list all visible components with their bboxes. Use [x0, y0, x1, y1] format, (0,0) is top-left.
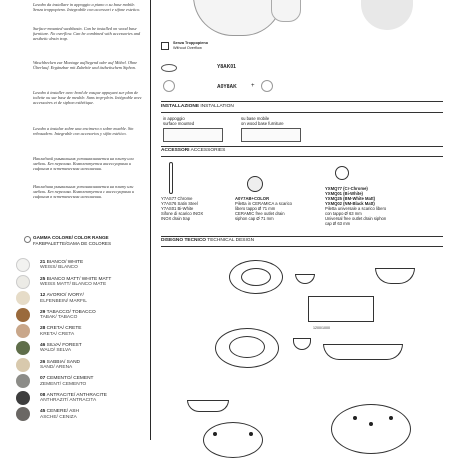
washbasin-photo-3	[361, 0, 413, 30]
overflow-label	[173, 41, 208, 50]
drawing-top-view-1-inner	[241, 268, 271, 286]
accessories-heading	[161, 148, 225, 154]
fixing-hole	[389, 416, 393, 420]
drawing-bottom-profile-1	[187, 400, 229, 412]
plus-sign: +	[251, 83, 255, 89]
description-en: Surface-mounted washbasin. Can be installed on wood base furniture. No overflow. Can be combined with accessories and aesthetic drain trap.	[33, 26, 141, 42]
color-name: 26 SABBIA/ SAND	[40, 359, 80, 365]
drawing-side-view-1	[295, 274, 315, 284]
description-fr: Lavabo à installer avec bord de vasque appuyant sur plan de toilette ou sur base de meuble. Sans trop-plein. Intégrable avec accessoires et de siphon esthétique.	[33, 90, 142, 106]
universal-drain-drawing	[335, 166, 349, 180]
fixing-hole	[369, 422, 373, 426]
color-subname: ASCHE/ CENIZA	[40, 414, 77, 420]
accessory-ceramic-drain	[235, 196, 292, 221]
color-subname: ANTHRAZIT/ ANTRACITA	[40, 398, 97, 404]
color-swatch-row	[14, 324, 148, 340]
color-swatch	[16, 308, 30, 322]
color-subname: ELFENBEIN/ MARFIL	[40, 298, 87, 304]
color-swatch	[16, 358, 30, 372]
install-option-2-sub: on wood base furniture	[241, 121, 284, 126]
accessory-code: A0Y7AB+COLOR	[235, 196, 270, 201]
drawing-front-view	[308, 296, 374, 322]
right-column	[153, 0, 450, 440]
accessory-list-traps	[161, 196, 203, 221]
fixing-hole	[353, 416, 357, 420]
color-code: 46	[40, 343, 47, 348]
color-swatch	[16, 324, 30, 338]
color-code: 07	[40, 376, 47, 382]
color-swatch-label	[40, 343, 82, 354]
divider-rule	[161, 236, 443, 237]
accessory-line: siphon cap Ø 71 mm	[235, 216, 274, 221]
color-swatch-row	[14, 275, 148, 291]
drain-circle-icon	[261, 80, 273, 92]
color-swatch-label	[40, 277, 111, 288]
color-subname: WEISS MATT/ BLANCO MATE	[40, 282, 107, 287]
color-swatch-row	[14, 291, 148, 307]
divider-rule	[161, 246, 443, 247]
accessory-line: CERAMIC free outlet drain	[235, 211, 285, 216]
accessory-line: Universal free outlet drain siphon	[325, 216, 387, 221]
fixing-hole	[249, 432, 253, 436]
drain-trap-drawing	[169, 162, 173, 194]
color-swatch-label	[40, 326, 82, 337]
accessory-line: con tappo Ø 63 mm	[325, 211, 362, 216]
accessory-line: cap Ø 63 mm	[325, 221, 351, 226]
color-subname: WEISS/ BLANCO	[40, 265, 78, 271]
divider-rule	[161, 146, 443, 147]
color-code: 21	[40, 260, 47, 265]
color-name: 08 ANTRACITE/ ANTHRACITE	[40, 392, 107, 398]
color-code: 08	[40, 392, 47, 398]
color-range-title: GAMMA COLORE/ COLOR RANGE	[33, 235, 109, 240]
color-swatch	[16, 258, 30, 272]
color-range-icon	[24, 236, 31, 243]
accessory-line: Y7AS76 Satin Steel	[161, 201, 198, 206]
accessory-line: Sifone di scarico INOX	[161, 211, 204, 216]
color-code: 28	[40, 326, 47, 332]
technical-heading	[161, 238, 254, 244]
description-ru: Накладной умывальник устанавливается на плиту или мебель. Без перелива. Комплектуется аксессуарами и сифоном в эстетическом исполнении.	[33, 156, 134, 172]
column-divider	[150, 0, 151, 440]
left-column	[0, 0, 148, 440]
install-option-surface	[163, 116, 194, 126]
color-swatch	[16, 407, 30, 421]
installation-title-en: INSTALLATION	[200, 104, 234, 109]
color-name: 29 TABACCO/ TOBACCO	[40, 309, 96, 315]
product-code-basin: Y8AK01	[217, 64, 236, 70]
color-swatch	[16, 291, 30, 305]
drawing-top-view-2-inner	[229, 336, 265, 358]
color-code: 45	[40, 409, 47, 415]
install-surface-diagram	[163, 128, 223, 142]
description-de: Waschbecken zur Montage aufliegend oder auf Möbel. Ohne Überlauf. Ergänzbar mit Zubehör und ästhetischem Siphon.	[33, 60, 138, 71]
color-range-heading	[33, 235, 148, 246]
color-code: 29	[40, 309, 47, 315]
color-code: 12	[40, 293, 47, 299]
install-option-2: su base mobile	[241, 116, 270, 121]
color-swatch-label	[40, 376, 94, 387]
color-code: 25	[40, 276, 47, 282]
accessory-universal-drain	[325, 186, 386, 226]
description-it: Lavabo da installare in appoggio a piano o su base mobile. Senza troppopieno. Integrabile con accessori e sifone estetico.	[33, 2, 141, 13]
product-code-accessory: A0Y8AK	[217, 84, 237, 90]
color-swatch	[16, 341, 30, 355]
install-option-furniture	[241, 116, 284, 126]
color-swatch-row	[14, 374, 148, 390]
accessory-line: INOX drain trap	[161, 216, 191, 221]
washbasin-photo-1	[193, 0, 283, 36]
color-range-subtitle: FARBPALETTE/GAMA DE COLORES	[33, 240, 112, 246]
color-name: 25 BIANCO MATT/ WHITE MATT	[40, 276, 112, 282]
ceramic-drain-drawing	[247, 176, 263, 192]
divider-rule	[161, 112, 443, 113]
accessory-line: libero tappo Ø 71 mm	[235, 206, 276, 211]
color-swatch	[16, 374, 30, 388]
basin-outline-icon	[161, 64, 177, 72]
drawing-side-view-3	[293, 338, 311, 350]
color-name: 07 CEMENTO/ CEMENT	[40, 376, 94, 382]
description-es: Lavabo a instalar sobre una encimera o sobre mueble. Sin rebosadero. Integrable con accesorios y sifón estético.	[33, 126, 134, 137]
color-subname: SAND/ ARENA	[40, 365, 73, 370]
washbasin-photo-2	[271, 0, 301, 22]
drawing-bottom-view-1	[203, 422, 263, 458]
installation-title: INSTALLAZIONE	[161, 104, 200, 109]
color-subname: ZEMENT/ CEMENTO	[40, 381, 87, 387]
color-swatch	[16, 391, 30, 405]
accessories-title: ACCESSORI	[161, 148, 190, 153]
install-furniture-diagram	[241, 128, 301, 142]
color-swatch-label	[40, 393, 107, 404]
color-subname: TABAK/ TABACO	[40, 315, 78, 321]
accessory-line: YXMQ77 (Cr-Chrome)	[325, 186, 368, 191]
color-name: 12 AVORIO/ IVORY/	[40, 293, 84, 299]
no-overflow-icon	[161, 42, 169, 50]
accessory-line: Y7AS01 Bi-White	[161, 206, 194, 211]
overflow-subtitle: Without Overflow	[173, 45, 202, 50]
dimension-label: 1200/1000	[313, 326, 330, 330]
install-option-1-sub: surface mounted	[163, 121, 195, 126]
drawing-section-view	[323, 344, 403, 360]
color-swatch-label	[40, 360, 80, 371]
color-swatch-label	[40, 293, 87, 304]
drawing-bottom-view-2	[331, 404, 411, 454]
divider-rule	[161, 156, 443, 157]
installation-heading	[161, 104, 234, 110]
color-swatch-row	[14, 407, 148, 423]
color-name: 28 CRETA/ CRETE	[40, 326, 82, 332]
color-swatch-row	[14, 391, 148, 407]
install-option-1: in appoggio	[163, 116, 185, 121]
color-subname: WALD/ SELVA	[40, 348, 72, 354]
accessory-line: YXMQ01 (Bi-White)	[325, 191, 363, 196]
color-swatch-row	[14, 258, 148, 274]
color-swatch-label	[40, 409, 79, 420]
accessory-line: Piletta in CERAMICA a scarico	[235, 201, 293, 206]
accessory-circle-icon	[163, 80, 175, 92]
technical-title-en: TECHNICAL DESIGN	[207, 238, 255, 243]
technical-title: DISEGNO TECNICO	[161, 238, 207, 243]
description-ru-2: Накладная умывальник устанавливается на плиту или мебель. Без перелива. Комплектуется с аксессуарами и сифоном в эстетическом исполнении.	[33, 184, 134, 200]
accessory-line: YXMQ25 (BM-White Matt)	[325, 196, 376, 201]
fixing-hole	[213, 432, 217, 436]
color-name: 21 BIANCO/ WHITE	[40, 260, 84, 265]
color-swatch-row	[14, 341, 148, 357]
color-name: 45 CENERE/ ASH	[40, 409, 79, 415]
drawing-side-view-2	[375, 268, 415, 284]
color-swatch-label	[40, 260, 83, 271]
color-swatch-row	[14, 358, 148, 374]
accessory-line: Piletta universale a scarico libero	[325, 206, 387, 211]
overflow-title: Senza Troppopieno	[173, 41, 209, 45]
color-name: 46 SILVA/ FOREST	[40, 343, 82, 348]
divider-rule	[161, 101, 443, 102]
color-code: 26	[40, 359, 47, 365]
color-swatch-label	[40, 310, 96, 321]
color-swatch-row	[14, 308, 148, 324]
accessories-title-en: ACCESSORIES	[190, 148, 226, 153]
color-subname: KRETA/ CRETA	[40, 331, 75, 337]
accessory-line: YXMQ02 (NM-Black Matt)	[325, 201, 375, 206]
color-swatch	[16, 275, 30, 289]
accessory-line: Y7AS77 Chrome	[161, 196, 193, 201]
